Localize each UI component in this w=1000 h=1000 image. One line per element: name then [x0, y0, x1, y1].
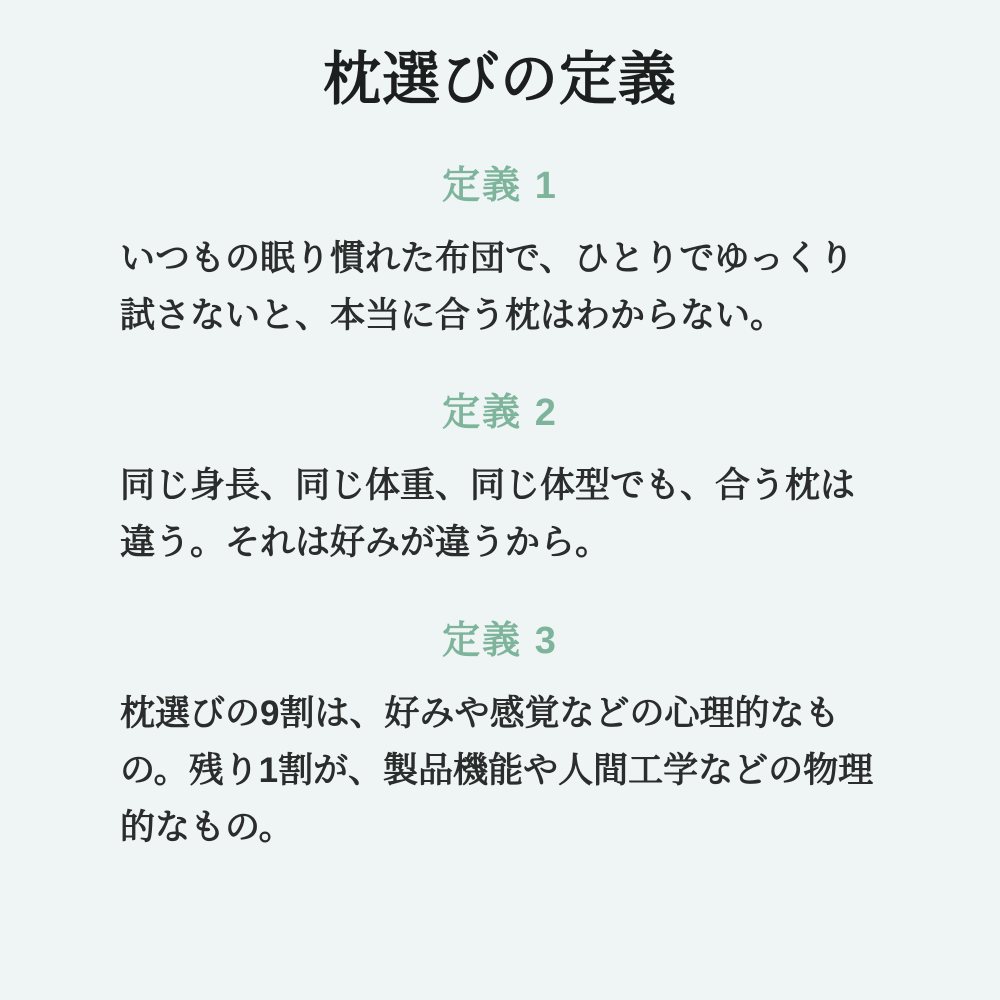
definition-body-3: 枕選びの9割は、好みや感覚などの心理的なもの。残り1割が、製品機能や人間工学などの物理的なもの。: [120, 694, 874, 847]
definition-section-2: [120, 381, 880, 571]
definition-body-1: いつもの眠り慣れた布団で、ひとりでゆっくり試さないと、本当に合う枕はわからない。: [120, 239, 854, 336]
definition-section-3: [120, 609, 880, 856]
definition-heading-1: 定義 1: [442, 165, 558, 208]
definition-section-1: [120, 154, 880, 344]
definition-heading-2: 定義 2: [442, 391, 558, 434]
page-title: 枕選びの定義: [322, 47, 677, 112]
definition-body-2: 同じ身長、同じ体重、同じ体型でも、合う枕は違う。それは好みが違うから。: [120, 465, 856, 562]
definition-heading-3: 定義 3: [442, 620, 558, 663]
